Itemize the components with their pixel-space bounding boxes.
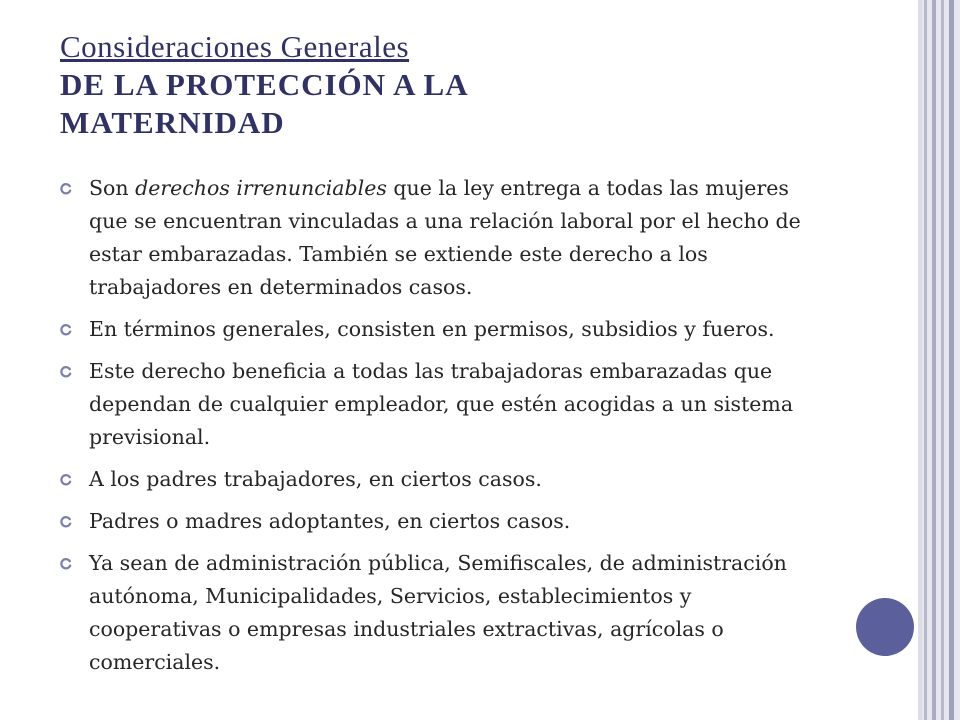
- decorative-stripe: [941, 0, 944, 720]
- title-line-1: Consideraciones Generales: [60, 29, 410, 64]
- bullet-item: [60, 355, 825, 454]
- bullet-text-emphasis: derechos irrenunciables: [135, 176, 387, 200]
- open-circle-bullet-icon: [60, 474, 72, 486]
- bullet-text: A los padres trabajadores, en ciertos casos.: [89, 467, 542, 491]
- bullet-item: [60, 463, 825, 496]
- open-circle-bullet-icon: [60, 366, 72, 378]
- title-line-2: DE LA PROTECCIÓN A LA: [60, 67, 469, 102]
- bullet-text: Ya sean de administración pública, Semifiscales, de administración autónoma, Municipalidades, Servicios, establecimientos y cooperativas o empresas industriales extractivas, agrícolas o comerciales.: [89, 551, 787, 674]
- open-circle-bullet-icon: [60, 324, 72, 336]
- bullet-text: En términos generales, consisten en permisos, subsidios y fueros.: [89, 317, 775, 341]
- title-line-3: MATERNIDAD: [60, 105, 285, 140]
- decorative-stripe: [932, 0, 936, 720]
- decorative-stripe: [924, 0, 927, 720]
- bullet-text: que la ley entrega a todas las mujeres que se encuentran vinculadas a una relación laboral por el hecho de estar embarazadas. También se extiende este derecho a los trabajadores en determinados casos.: [89, 176, 801, 299]
- open-circle-bullet-icon: [60, 516, 72, 528]
- decorative-circle: [856, 598, 914, 656]
- slide-title: [60, 28, 880, 142]
- bullet-item: [60, 172, 825, 304]
- bullet-text: Padres o madres adoptantes, en ciertos casos.: [89, 509, 571, 533]
- open-circle-bullet-icon: [60, 558, 72, 570]
- bullet-item: [60, 505, 825, 538]
- decorative-stripe: [949, 0, 954, 720]
- bullet-item: [60, 547, 825, 679]
- bullet-item: [60, 313, 825, 346]
- bullet-text-pre: Son: [89, 176, 136, 200]
- bullet-list: [60, 172, 825, 688]
- open-circle-bullet-icon: [60, 183, 72, 195]
- bullet-text: Este derecho beneficia a todas las trabajadoras embarazadas que dependan de cualquier empleador, que estén acogidas a un sistema previsional.: [89, 359, 794, 449]
